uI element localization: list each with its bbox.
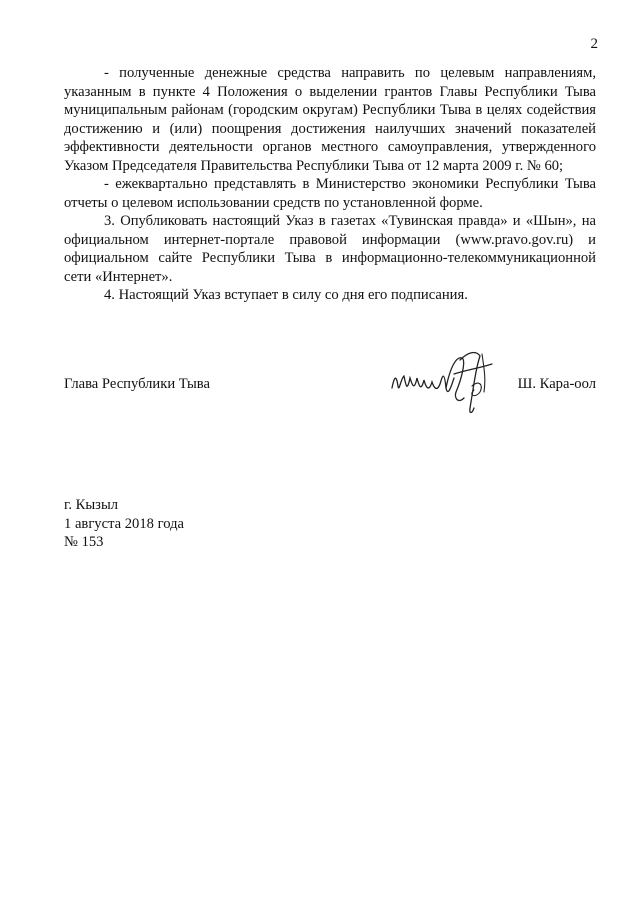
handwritten-signature	[384, 348, 514, 418]
paragraph-publication: 3. Опубликовать настоящий Указ в газетах «Тувинская правда» и «Шын», на официальном интернет-портале правовой информации (www.pravo.gov.ru) и официальном сайте Республики Тыва в информационно-телекоммуникационной сети «Интернет».	[64, 213, 596, 285]
document-body	[64, 64, 596, 305]
footer-number: № 153	[64, 534, 104, 550]
paragraph-quarterly-reports: - ежеквартально представлять в Министерство экономики Республики Тыва отчеты о целевом использовании средств по установленной форме.	[64, 176, 596, 211]
document-footer	[64, 496, 184, 552]
page-number: 2	[590, 36, 598, 52]
footer-city: г. Кызыл	[64, 497, 119, 513]
paragraph-effective-date: 4. Настоящий Указ вступает в силу со дня его подписания.	[104, 287, 468, 303]
footer-date: 1 августа 2018 года	[64, 515, 184, 532]
signer-title: Глава Республики Тыва	[64, 376, 210, 392]
signature-block	[64, 366, 596, 426]
signer-name: Ш. Кара-оол	[517, 376, 596, 392]
paragraph-funds-direction: - полученные денежные средства направить по целевым направлениям, указанным в пункте 4 Положения о выделении грантов Главы Республики Тыва муниципальным районам (городским округам) Республики Тыва в целях содействия достижению и (или) поощрения достижения наилучших значений показателей эффективности деятельности органов местного самоуправления, утвержденного Указом Председателя Правительства Республики Тыва от 12 марта 2009 г. № 60;	[64, 65, 596, 174]
